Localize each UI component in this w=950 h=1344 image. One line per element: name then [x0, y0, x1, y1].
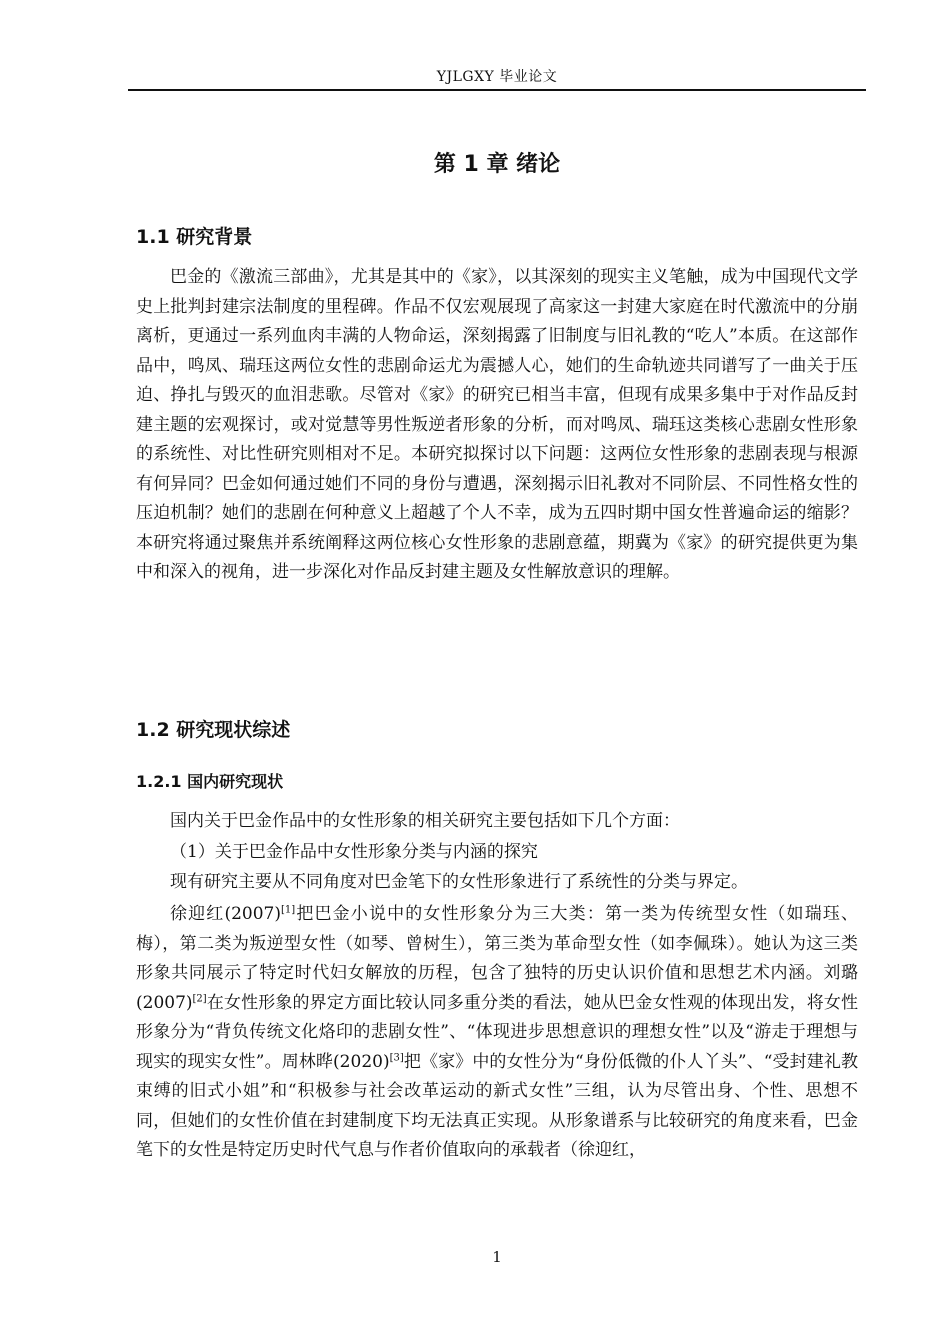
header-rule: [128, 89, 866, 91]
running-header: YJLGXY 毕业论文: [436, 69, 558, 85]
page-number: 1: [492, 1248, 502, 1266]
chapter-title: 第 1 章 绪论: [433, 152, 561, 177]
intro-line: 国内关于巴金作品中的女性形象的相关研究主要包括如下几个方面：: [170, 811, 680, 831]
text-segment: 徐迎红(2007): [170, 904, 281, 924]
text-segment: 在女性形象的界定方面比较认同多重分类的看法，她从巴金女性观的体现出发，将女性形象分为“背负传统文化烙印的悲剧女性”、“体现进步思想意识的理想女性”以及“游走于理想与现实的现实女性”。周林晔(2020): [136, 992, 858, 1072]
text-segment: 把巴金小说中的女性形象分为三大类：第一类为传统型女性（如瑞珏、梅），第二类为叛逆型女性（如琴、曾树生），第三类为革命型女性（如李佩珠）。她认为这三类形象共同展示了特定时代妇女解放的历程，包含了独特的历史认识价值和思想艺术内涵。刘璐(2007): [136, 904, 858, 1013]
list-item-1: （1）关于巴金作品中女性形象分类与内涵的探究: [170, 842, 538, 862]
subsection-heading-1-2-1: 1.2.1 国内研究现状: [136, 772, 284, 791]
citation-ref-1: [1]: [281, 904, 296, 916]
section-heading-1-2: 1.2 研究现状综述: [136, 719, 291, 741]
citation-ref-3: [3]: [389, 1051, 404, 1063]
text-segment: 把《家》中的女性分为“身份低微的仆人丫头”、“受封建礼教束缚的旧式小姐”和“积极参与社会改革运动的新式女性”三组，认为尽管出身、个性、思想不同，但她们的女性价值在封建制度下均无法真正实现。从形象谱系与比较研究的角度来看，巴金笔下的女性是特定历史时代气息与作者价值取向的承载者（徐迎红，: [136, 1051, 858, 1160]
literature-paragraph: [136, 900, 858, 1166]
section-heading-1-1: 1.1 研究背景: [136, 226, 253, 248]
summary-line: 现有研究主要从不同角度对巴金笔下的女性形象进行了系统性的分类与界定。: [170, 872, 748, 892]
section-1-1-paragraph: 巴金的《激流三部曲》，尤其是其中的《家》，以其深刻的现实主义笔触，成为中国现代文学史上批判封建宗法制度的里程碑。作品不仅宏观展现了高家这一封建大家庭在时代激流中的分崩离析，更通过一系列血肉丰满的人物命运，深刻揭露了旧制度与旧礼教的“吃人”本质。在这部作品中，鸣凤、瑞珏这两位女性的悲剧命运尤为震撼人心，她们的生命轨迹共同谱写了一曲关于压迫、挣扎与毁灭的血泪悲歌。尽管对《家》的研究已相当丰富，但现有成果多集中于对作品反封建主题的宏观探讨，或对觉慧等男性叛逆者形象的分析，而对鸣凤、瑞珏这类核心悲剧女性形象的系统性、对比性研究则相对不足。本研究拟探讨以下问题：这两位女性形象的悲剧表现与根源有何异同？巴金如何通过她们不同的身份与遭遇，深刻揭示旧礼教对不同阶层、不同性格女性的压迫机制？她们的悲剧在何种意义上超越了个人不幸，成为五四时期中国女性普遍命运的缩影？本研究将通过聚焦并系统阐释这两位核心女性形象的悲剧意蕴，期冀为《家》的研究提供更为集中和深入的视角，进一步深化对作品反封建主题及女性解放意识的理解。: [136, 267, 858, 582]
citation-ref-2: [2]: [192, 992, 207, 1004]
